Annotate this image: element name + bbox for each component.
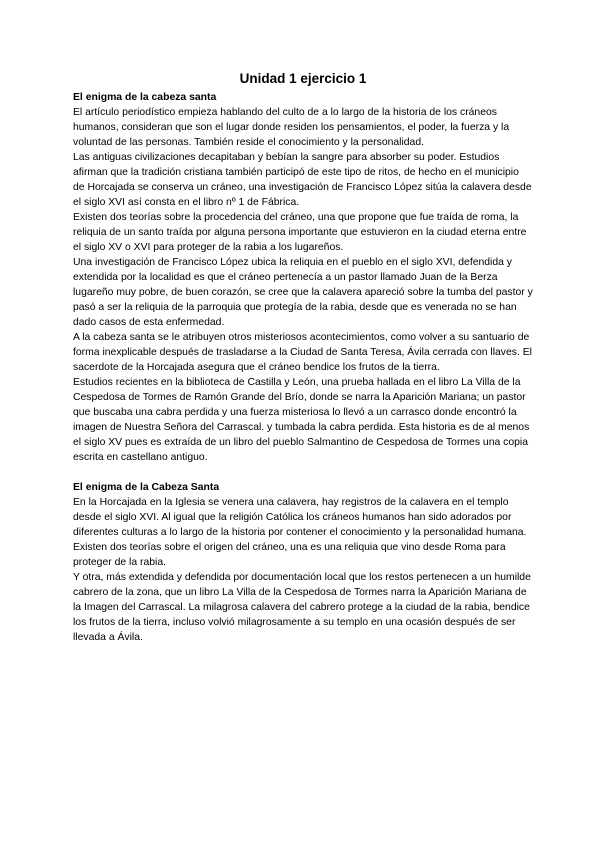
section-spacer	[73, 465, 533, 480]
section-1-paragraph-5: A la cabeza santa se le atribuyen otros misteriosos acontecimientos, como volver a su santuario de forma inexplicable después de trasladarse a la Ciudad de Santa Teresa, Ávila cerrada con llaves. El sacerdote de la Horcajada asegura que el cráneo bendice los frutos de la tierra.	[73, 332, 532, 373]
section-1-paragraph-6: Estudios recientes en la biblioteca de Castilla y León, una prueba hallada en el libro La Villa de la Cespedosa de Tormes de Ramón Grande del Brío, donde se narra la Aparición Mariana; un pastor que buscaba una cabra perdida y una fuerza misteriosa lo llevó a un carrasco donde encontró la imagen de Nuestra Señora del Carrascal. y tumbada la cabra perdida. Esta historia es de al menos el siglo XV pues es extraída de un libro del pueblo Salmantino de Cespedosa de Tormes una copia escrita en castellano antiguo.	[73, 377, 530, 463]
section-2-paragraph-1: En la Horcajada en la Iglesia se venera una calavera, hay registros de la calavera en el templo desde el siglo XVI. Al igual que la religión Católica los cráneos humanos han sido adorados por diferentes culturas a lo largo de la historia por contener el conocimiento y la personalidad humana.	[73, 497, 527, 538]
section-1-heading: El enigma de la cabeza santa	[73, 92, 217, 103]
document-body	[73, 70, 533, 645]
section-1-paragraph-4: Una investigación de Francisco López ubica la reliquia en el pueblo en el siglo XVI, defendida y extendida por la localidad es que el cráneo pertenecía a un pastor llamado Juan de la Berza lugareño muy pobre, de buen corazón, se cree que la calavera apareció sobre la tumba del pastor y pasó a ser la reliquia de la parroquia que protegía de la rabia, desde que es venerada no se han dado casos de esta enfermedad.	[73, 257, 533, 328]
section-1-paragraph-2: Las antiguas civilizaciones decapitaban y bebían la sangre para absorber su poder. Estudios afirman que la tradición cristiana también participó de este tipo de ritos, de hecho en el municipio de Horcajada se conserva un cráneo, una investigación de Francisco López sitúa la calavera desde el siglo XVI así consta en el libro nº 1 de Fábrica.	[73, 152, 532, 208]
section-1-paragraph-1: El artículo periodístico empieza hablando del culto de a lo largo de la historia de los cráneos humanos, consideran que son el lugar donde residen los pensamientos, el poder, la fuerza y la voluntad de las personas. También reside el conocimiento y la personalidad.	[73, 107, 510, 148]
section-2-paragraph-3: Y otra, más extendida y defendida por documentación local que los restos pertenecen a un humilde cabrero de la zona, que un libro La Villa de la Cespedosa de Tormes narra la Aparición Mariana de la Imagen del Carrascal. La milagrosa calavera del cabrero protege a la ciudad de la rabia, bendice los frutos de la tierra, incluso volvió milagrosamente a su templo en una ocasión después de ser llevada a Ávila.	[73, 572, 531, 643]
section-2-heading: El enigma de la Cabeza Santa	[73, 482, 220, 493]
section-1-paragraph-3: Existen dos teorías sobre la procedencia del cráneo, una que propone que fue traída de roma, la reliquia de un santo traída por alguna persona importante que estuvieron en la ciudad eterna entre el siglo XV o XVI para proteger de la rabia a los lugareños.	[73, 212, 527, 253]
page-title: Unidad 1 ejercicio 1	[239, 71, 367, 86]
section-2-paragraph-2: Existen dos teorías sobre el origen del cráneo, una es una reliquia que vino desde Roma para proteger de la rabia.	[73, 542, 506, 568]
